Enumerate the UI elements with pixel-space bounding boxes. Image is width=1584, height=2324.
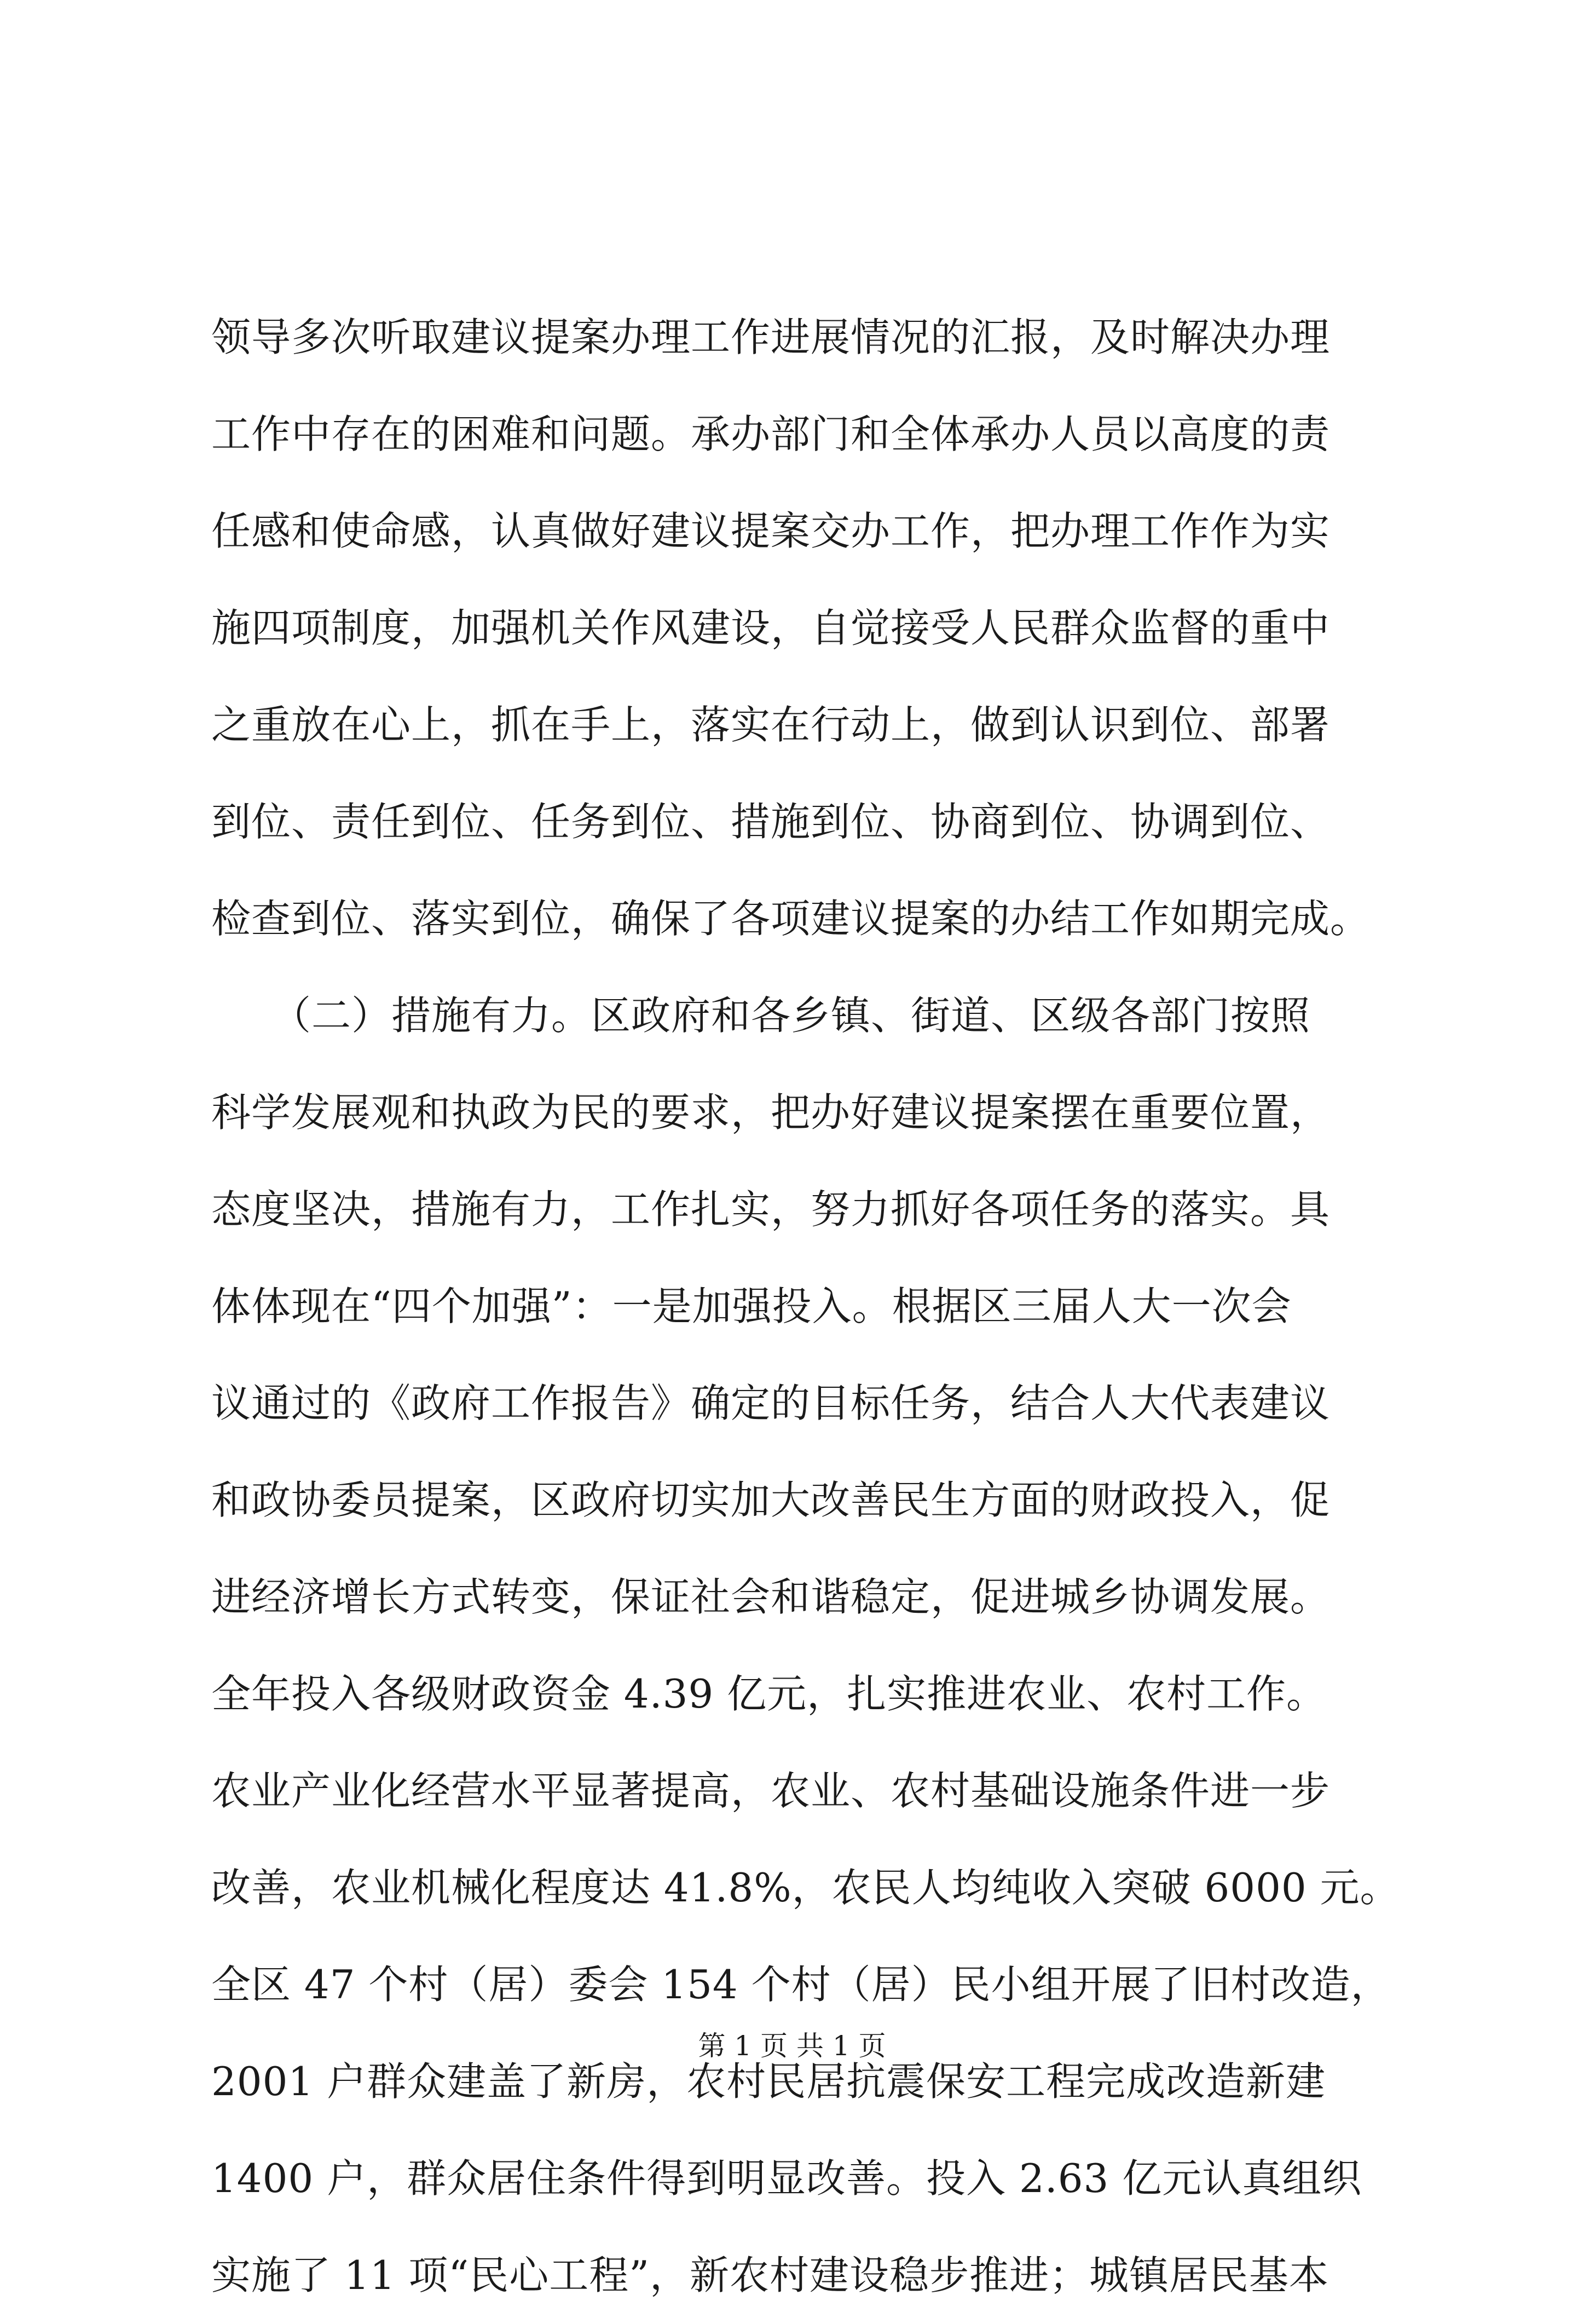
text-line: 和政协委员提案，区政府切实加大改善民生方面的财政投入，促 (211, 1477, 1331, 1523)
text-line: 体体现在“四个加强”：一是加强投入。根据区三届人大一次会 (211, 1283, 1292, 1329)
text-line: 全年投入各级财政资金 4.39 亿元，扎实推进农业、农村工作。 (211, 1671, 1327, 1717)
text-line: 实施了 11 项“民心工程”，新农村建设稳步推进；城镇居民基本 (211, 2252, 1329, 2298)
text-line: 施四项制度，加强机关作风建设，自觉接受人民群众监督的重中 (211, 605, 1331, 651)
text-line: 检查到位、落实到位，确保了各项建议提案的办结工作如期完成。 (211, 896, 1371, 942)
text-line: 之重放在心上，抓在手上，落实在行动上，做到认识到位、部署 (211, 702, 1331, 748)
text-line: 进经济增长方式转变，保证社会和谐稳定，促进城乡协调发展。 (211, 1574, 1331, 1620)
text-line: 到位、责任到位、任务到位、措施到位、协商到位、协调到位、 (211, 799, 1331, 845)
text-line: 2001 户群众建盖了新房，农村民居抗震保安工程完成改造新建 (211, 2058, 1326, 2104)
page-footer: 第 1 页 共 1 页 (698, 2030, 886, 2062)
text-line: 态度坚决，措施有力，工作扎实，努力抓好各项任务的落实。具 (211, 1186, 1331, 1232)
text-line: 1400 户，群众居住条件得到明显改善。投入 2.63 亿元认真组织 (211, 2155, 1362, 2201)
body-text (211, 289, 1400, 2324)
text-line: 农业产业化经营水平显著提高，农业、农村基础设施条件进一步 (211, 1768, 1331, 1814)
text-line: 领导多次听取建议提案办理工作进展情况的汇报，及时解决办理 (211, 314, 1331, 360)
text-line: 议通过的《政府工作报告》确定的目标任务，结合人大代表建议 (211, 1380, 1331, 1426)
text-line: 改善，农业机械化程度达 41.8%，农民人均纯收入突破 6000 元。 (211, 1865, 1400, 1911)
text-line: 科学发展观和执政为民的要求，把办好建议提案摆在重要位置， (211, 1089, 1331, 1135)
section-heading-line: （二）措施有力。区政府和各乡镇、街道、区级各部门按照 (211, 993, 1311, 1039)
text-line: 全区 47 个村（居）委会 154 个村（居）民小组开展了旧村改造， (211, 1962, 1391, 2008)
text-line: 工作中存在的困难和问题。承办部门和全体承办人员以高度的责 (211, 411, 1331, 457)
text-line: 任感和使命感，认真做好建议提案交办工作，把办理工作作为实 (211, 508, 1331, 554)
